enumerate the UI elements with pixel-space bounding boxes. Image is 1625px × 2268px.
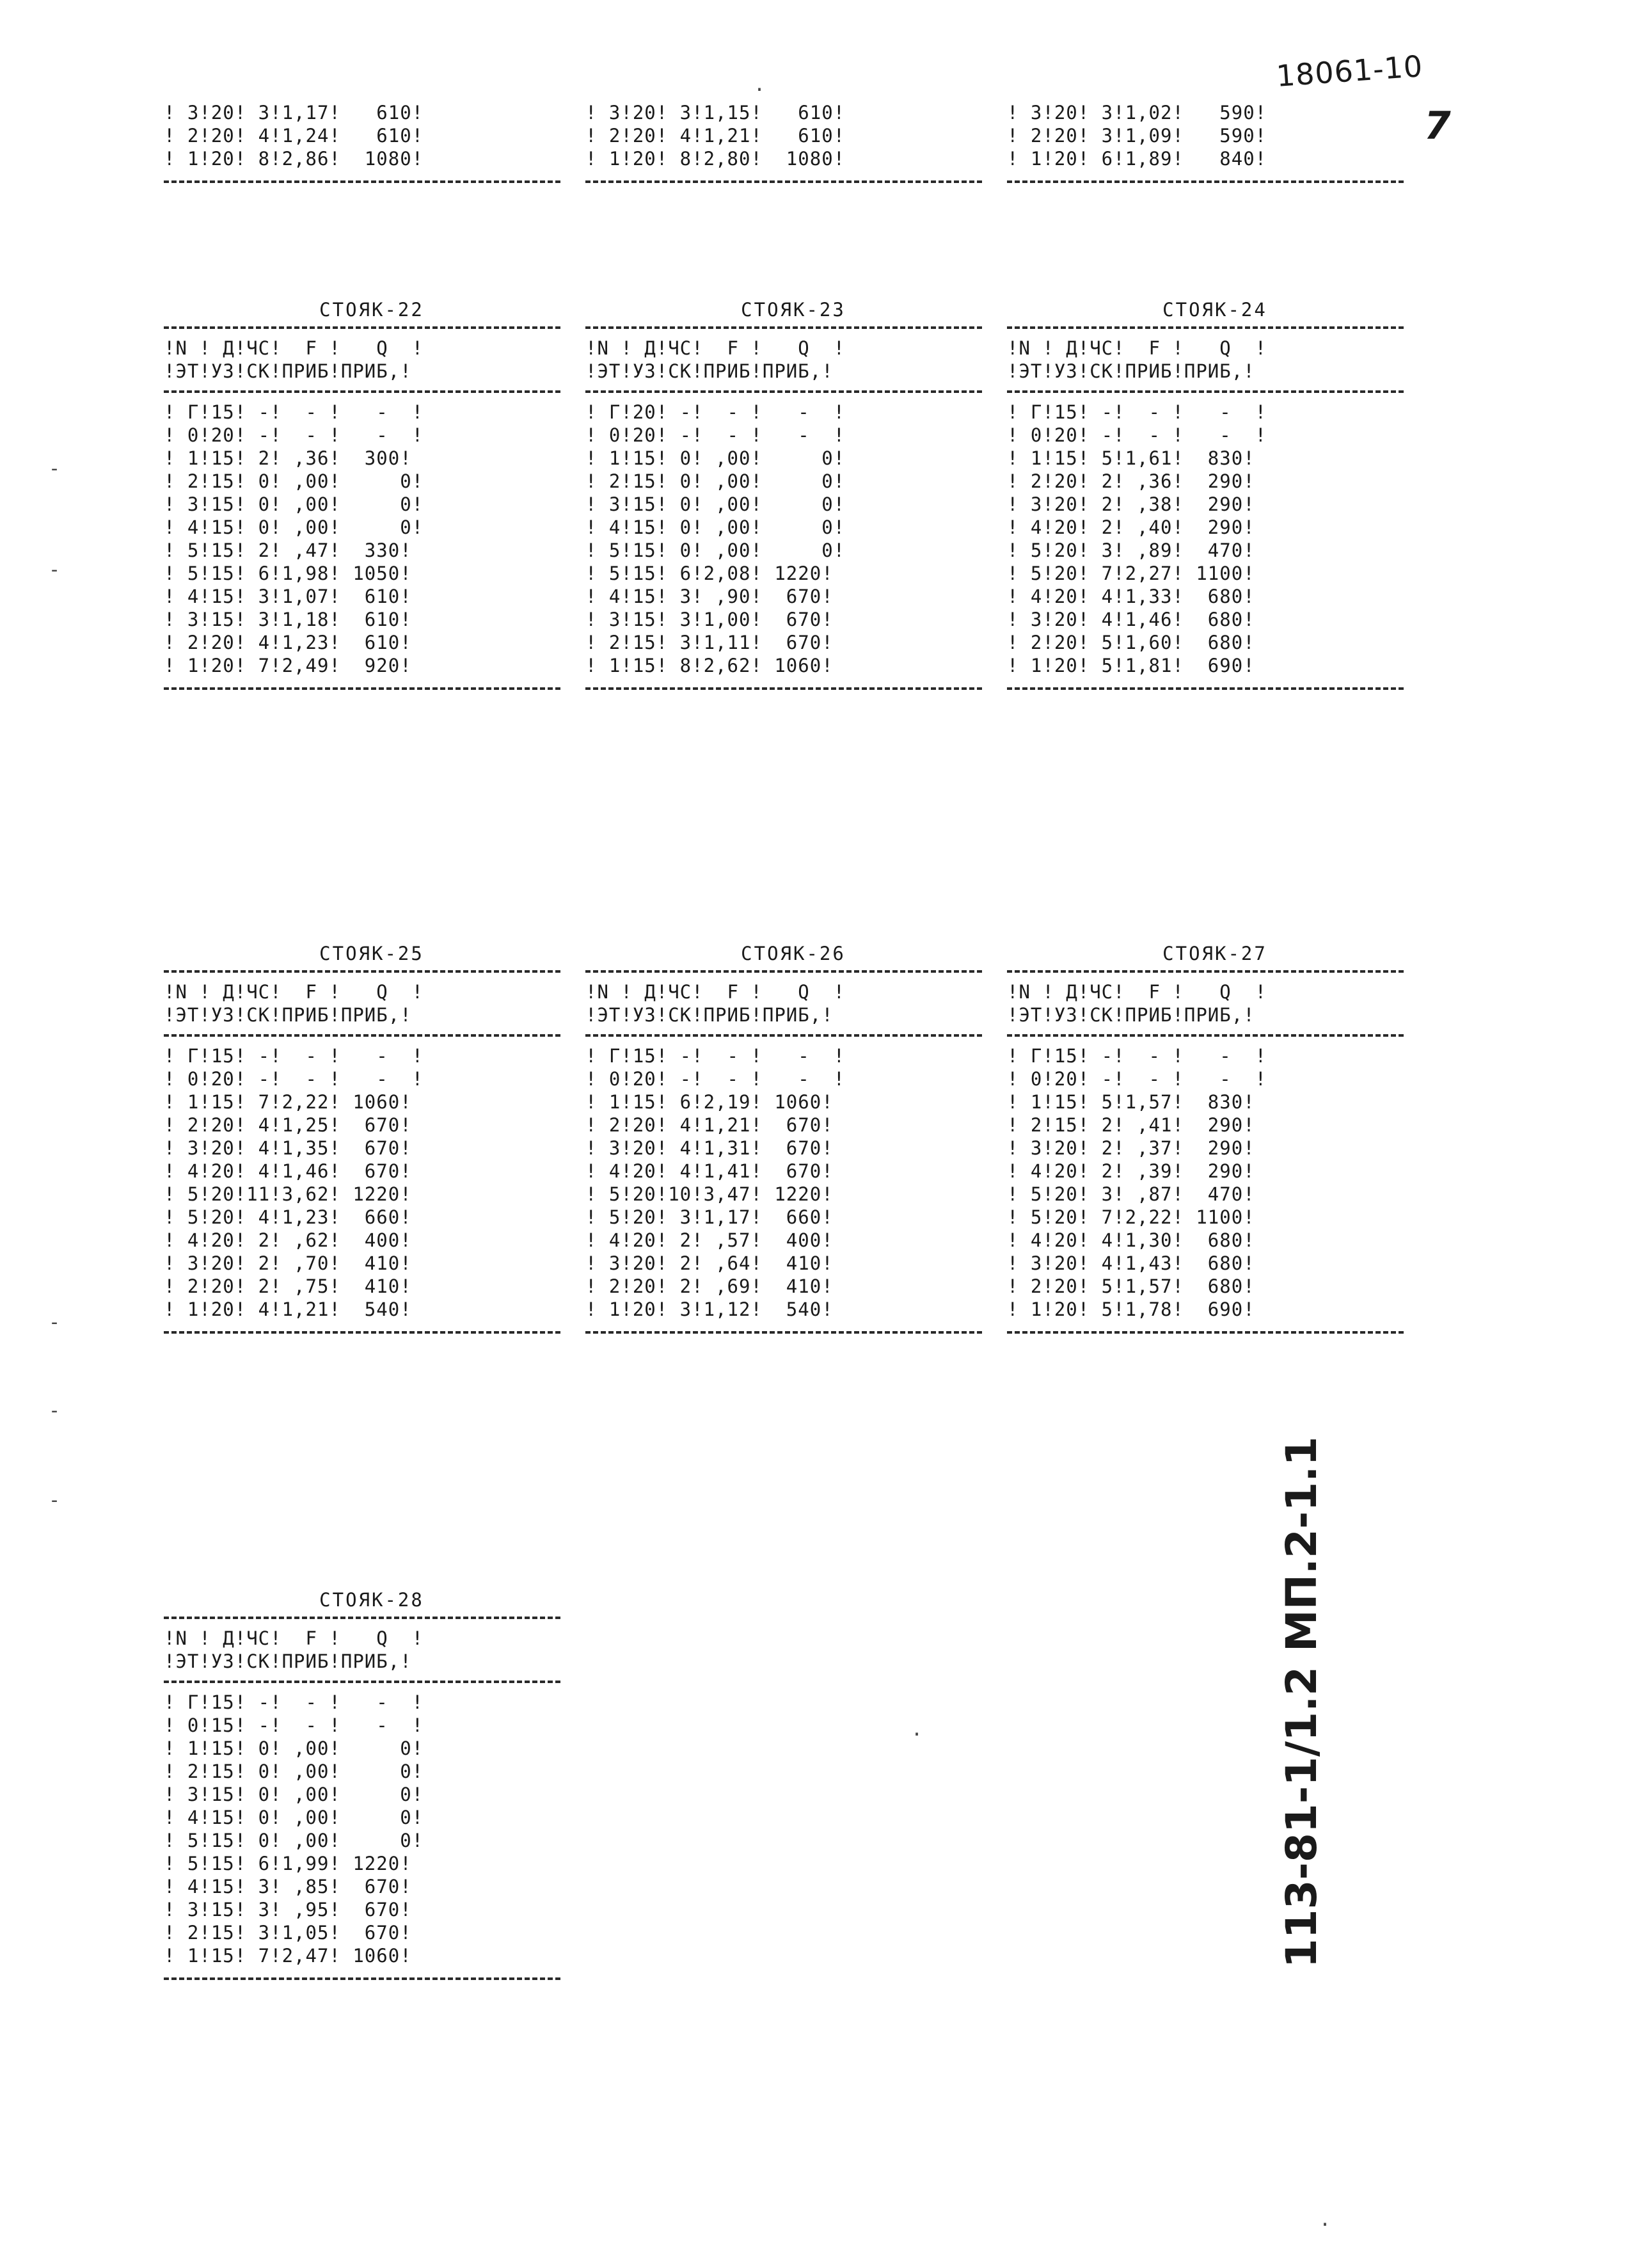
table-row: ! 1!15! 0! ,00! 0! [585,447,846,469]
table-row: ! 4!15! 3! ,90! 670! [585,586,834,607]
table-row: ! 4!15! 0! ,00! 0! [164,516,424,538]
table-row: ! 0!15! -! - ! - ! [164,1714,424,1736]
table-row: ! 2!20! 4!1,25! 670! [164,1114,412,1136]
riser-table-22 [164,293,560,690]
table-row: ! Г!15! -! - ! - ! [585,1045,846,1067]
table-row: ! 3!15! 3!1,00! 670! [585,609,834,630]
table-row: ! 2!15! 3!1,05! 670! [164,1922,412,1944]
table-row: ! 4!20! 4!1,33! 680! [1007,586,1255,607]
table-header-row: !ЭТ!УЗ!СК!ПРИБ!ПРИБ,! [585,360,834,382]
document-stamp: 18061-10 [1275,49,1424,93]
table-row: ! 5!20! 7!2,27! 1100! [1007,563,1255,584]
table-header-row: !ЭТ!УЗ!СК!ПРИБ!ПРИБ,! [1007,1004,1255,1026]
table-row: ! 3!20! 2! ,70! 410! [164,1252,412,1274]
table-row: ! 3!20! 3!1,17! 610! [164,102,424,124]
table-row: ! 2!15! 0! ,00! 0! [164,1761,424,1782]
table-row: ! 3!20! 3!1,15! 610! [585,102,846,124]
table-row: ! 3!20! 2! ,64! 410! [585,1252,834,1274]
table-title: СТОЯК-22 [319,299,424,321]
table-row: ! 5!20! 3!1,17! 660! [585,1206,834,1228]
table-title: СТОЯК-24 [1162,299,1267,321]
dashed-rule [164,1977,560,1980]
table-row: ! 2!20! 4!1,21! 610! [585,125,846,147]
table-row: ! 2!20! 2! ,69! 410! [585,1275,834,1297]
dashed-rule [1007,180,1404,183]
table-row: ! 0!20! -! - ! - ! [1007,1068,1267,1090]
dashed-rule [1007,1331,1404,1334]
table-row: ! 4!20! 4!1,46! 670! [164,1160,412,1182]
table-row: ! 2!15! 2! ,41! 290! [1007,1114,1255,1136]
table-header-row: !N ! Д!ЧС! F ! Q ! [164,337,424,359]
table-header-row: !N ! Д!ЧС! F ! Q ! [164,981,424,1003]
table-row: ! 2!20! 4!1,23! 610! [164,632,412,653]
table-header-row: !ЭТ!УЗ!СК!ПРИБ!ПРИБ,! [164,1650,412,1672]
table-row: ! 2!15! 0! ,00! 0! [164,470,424,492]
table-row: ! 1!20! 5!1,78! 690! [1007,1298,1255,1320]
table-row: ! 3!15! 3!1,18! 610! [164,609,412,630]
table-row: ! 1!20! 8!2,86! 1080! [164,148,424,170]
table-row: ! Г!15! -! - ! - ! [164,1045,424,1067]
table-row: ! 1!20! 6!1,89! 840! [1007,148,1267,170]
scan-mark: - [49,1311,61,1334]
table-row: ! 5!15! 0! ,00! 0! [164,1830,424,1851]
table-row: ! Г!20! -! - ! - ! [585,401,846,423]
carryover-block-2 [585,101,982,183]
table-row: ! 4!20! 4!1,30! 680! [1007,1229,1255,1251]
riser-table-25 [164,937,560,1334]
table-header-row: !ЭТ!УЗ!СК!ПРИБ!ПРИБ,! [585,1004,834,1026]
riser-table-28 [164,1583,560,1980]
table-row: ! 5!20!10!3,47! 1220! [585,1183,834,1205]
scan-mark: - [49,559,61,581]
table-row: ! 5!15! 6!1,99! 1220! [164,1853,412,1874]
dashed-rule [585,180,982,183]
table-row: ! 4!20! 2! ,40! 290! [1007,516,1255,538]
scan-mark: - [49,1400,61,1422]
table-row: ! 1!20! 3!1,12! 540! [585,1298,834,1320]
table-title: СТОЯК-28 [319,1589,424,1611]
carryover-block-3 [1007,101,1404,183]
table-row: ! 0!20! -! - ! - ! [585,1068,846,1090]
table-row: ! 1!15! 6!2,19! 1060! [585,1091,834,1113]
table-row: ! 1!15! 2! ,36! 300! [164,447,412,469]
table-row: ! 1!20! 8!2,80! 1080! [585,148,846,170]
table-row: ! 5!15! 6!1,98! 1050! [164,563,412,584]
table-row: ! 1!15! 8!2,62! 1060! [585,655,834,676]
dashed-rule [585,687,982,690]
dashed-rule [585,1331,982,1334]
table-row: ! 0!20! -! - ! - ! [164,424,424,446]
table-row: ! 3!15! 0! ,00! 0! [164,493,424,515]
table-row: ! 3!15! 3! ,95! 670! [164,1899,412,1921]
table-row: ! 3!15! 0! ,00! 0! [585,493,846,515]
table-row: ! 2!20! 5!1,57! 680! [1007,1275,1255,1297]
table-row: ! 1!20! 7!2,49! 920! [164,655,412,676]
dashed-rule [1007,687,1404,690]
riser-table-27 [1007,937,1404,1334]
scan-mark: - [49,458,61,480]
table-row: ! Г!15! -! - ! - ! [1007,401,1267,423]
document-side-code: 113-81-1/1.2 МП.2-1.1 [1277,1436,1326,1969]
table-row: ! 5!20!11!3,62! 1220! [164,1183,412,1205]
table-row: ! 2!20! 4!1,24! 610! [164,125,424,147]
table-title: СТОЯК-26 [741,943,846,964]
scan-mark: . [1319,2208,1331,2231]
table-header-row: !ЭТ!УЗ!СК!ПРИБ!ПРИБ,! [1007,360,1255,382]
table-row: ! 5!20! 4!1,23! 660! [164,1206,412,1228]
table-row: ! 3!20! 4!1,46! 680! [1007,609,1255,630]
table-row: ! 1!20! 4!1,21! 540! [164,1298,412,1320]
table-row: ! 1!15! 7!2,22! 1060! [164,1091,412,1113]
table-header-row: !ЭТ!УЗ!СК!ПРИБ!ПРИБ,! [164,1004,412,1026]
table-row: ! Г!15! -! - ! - ! [1007,1045,1267,1067]
table-row: ! 2!20! 2! ,75! 410! [164,1275,412,1297]
riser-table-24 [1007,293,1404,690]
carryover-block-1 [164,101,560,183]
table-row: ! 4!15! 0! ,00! 0! [585,516,846,538]
table-header-row: !N ! Д!ЧС! F ! Q ! [585,981,846,1003]
table-row: ! Г!15! -! - ! - ! [164,1691,424,1713]
riser-table-26 [585,937,982,1334]
table-row: ! 4!20! 2! ,39! 290! [1007,1160,1255,1182]
table-row: ! 1!15! 7!2,47! 1060! [164,1945,412,1967]
table-row: ! 3!20! 2! ,37! 290! [1007,1137,1255,1159]
table-row: ! 3!20! 4!1,35! 670! [164,1137,412,1159]
table-row: ! 1!15! 0! ,00! 0! [164,1737,424,1759]
table-row: ! 0!20! -! - ! - ! [1007,424,1267,446]
table-row: ! 3!15! 0! ,00! 0! [164,1784,424,1805]
table-title: СТОЯК-27 [1162,943,1267,964]
table-header-row: !N ! Д!ЧС! F ! Q ! [1007,337,1267,359]
table-row: ! 3!20! 2! ,38! 290! [1007,493,1255,515]
table-row: ! 0!20! -! - ! - ! [585,424,846,446]
table-row: ! 3!20! 4!1,31! 670! [585,1137,834,1159]
table-row: ! 1!15! 5!1,57! 830! [1007,1091,1255,1113]
table-row: ! 1!20! 5!1,81! 690! [1007,655,1255,676]
table-header-row: !N ! Д!ЧС! F ! Q ! [585,337,846,359]
table-row: ! 2!15! 0! ,00! 0! [585,470,846,492]
table-row: ! 4!20! 2! ,62! 400! [164,1229,412,1251]
table-row: ! 0!20! -! - ! - ! [164,1068,424,1090]
scan-mark: - [49,1489,61,1512]
table-header-row: !N ! Д!ЧС! F ! Q ! [164,1627,424,1649]
table-title: СТОЯК-23 [741,299,846,321]
table-row: ! 2!20! 3!1,09! 590! [1007,125,1267,147]
page-number: 7 [1424,104,1451,148]
table-row: ! 5!20! 3! ,89! 470! [1007,539,1255,561]
table-row: ! 2!20! 2! ,36! 290! [1007,470,1255,492]
table-row: ! 4!15! 3!1,07! 610! [164,586,412,607]
table-row: ! 3!20! 3!1,02! 590! [1007,102,1267,124]
table-row: ! 1!15! 5!1,61! 830! [1007,447,1255,469]
table-row: ! 4!15! 0! ,00! 0! [164,1807,424,1828]
table-row: ! 3!20! 4!1,43! 680! [1007,1252,1255,1274]
table-row: ! 2!20! 5!1,60! 680! [1007,632,1255,653]
table-row: ! Г!15! -! - ! - ! [164,401,424,423]
dashed-rule [164,1331,560,1334]
table-row: ! 4!15! 3! ,85! 670! [164,1876,412,1897]
table-row: ! 5!20! 3! ,87! 470! [1007,1183,1255,1205]
table-row: ! 2!15! 3!1,11! 670! [585,632,834,653]
table-row: ! 5!20! 7!2,22! 1100! [1007,1206,1255,1228]
table-row: ! 2!20! 4!1,21! 670! [585,1114,834,1136]
dashed-rule [164,687,560,690]
scan-mark: . [754,74,766,96]
table-row: ! 5!15! 2! ,47! 330! [164,539,412,561]
table-row: ! 4!20! 4!1,41! 670! [585,1160,834,1182]
table-header-row: !ЭТ!УЗ!СК!ПРИБ!ПРИБ,! [164,360,412,382]
dashed-rule [164,180,560,183]
table-title: СТОЯК-25 [319,943,424,964]
table-header-row: !N ! Д!ЧС! F ! Q ! [1007,981,1267,1003]
table-row: ! 4!20! 2! ,57! 400! [585,1229,834,1251]
table-row: ! 5!15! 6!2,08! 1220! [585,563,834,584]
table-row: ! 5!15! 0! ,00! 0! [585,539,846,561]
riser-table-23 [585,293,982,690]
scan-mark: . [911,1718,923,1741]
